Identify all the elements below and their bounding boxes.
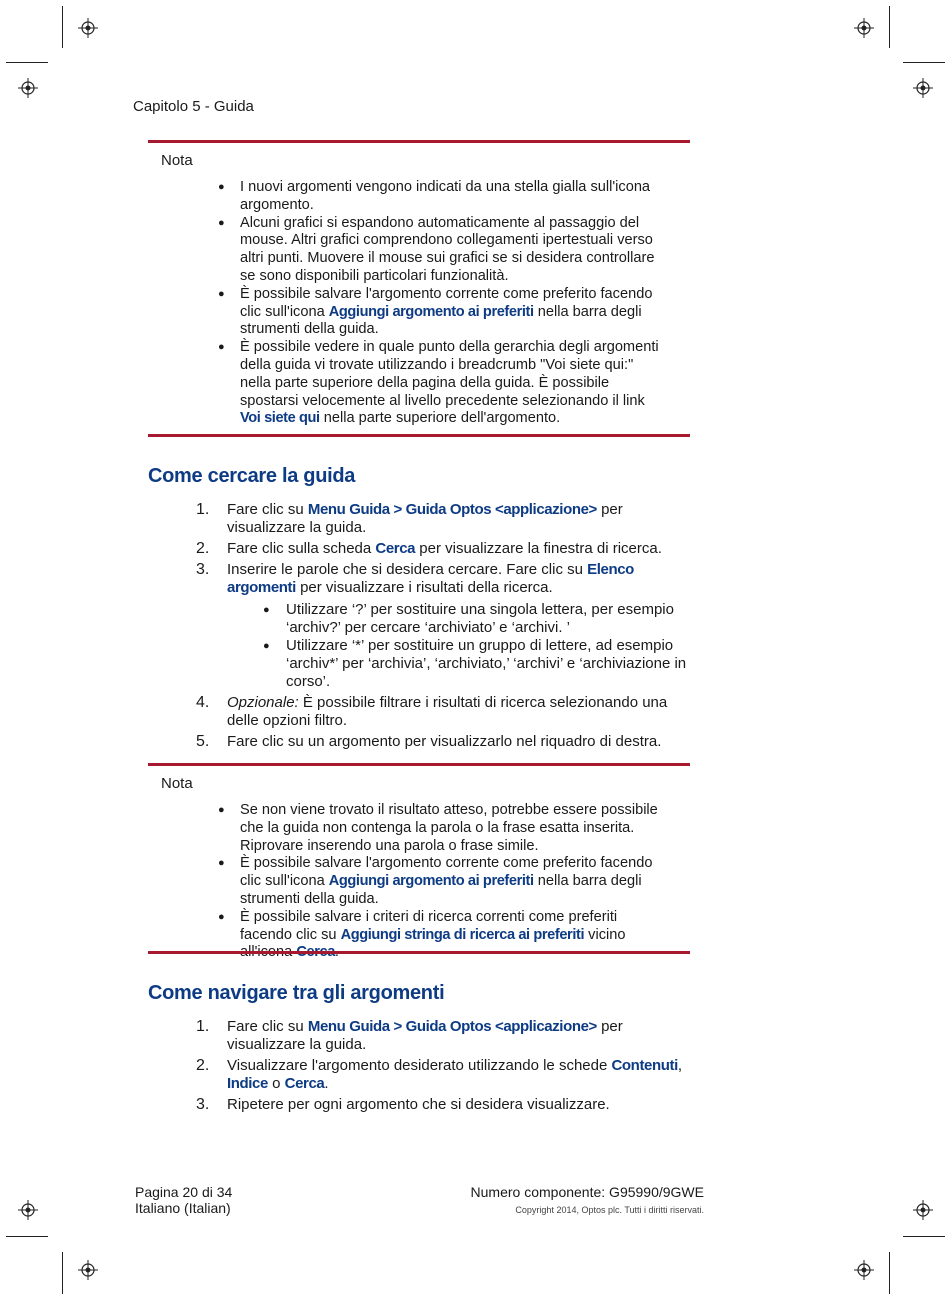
note-top-rule: [148, 763, 690, 766]
note-label: Nota: [161, 152, 193, 169]
steps-list: [196, 501, 696, 754]
list-item: ● È possibile salvare i criteri di ricerca correnti come preferiti facendo clic su Aggiungi stringa di ricerca ai preferiti vicino: [218, 909, 668, 962]
list-item: ● È possibile salvare l'argomento corrente come preferito facendo clic sull'icona Aggiungi argomento ai preferiti nella barra degli strumenti della guida.: [218, 286, 668, 339]
copyright: Copyright 2014, Optos plc. Tutti i diritti riservati.: [515, 1205, 704, 1215]
list-item: ● I nuovi argomenti vengono indicati da una stella gialla sull'icona argomento.: [218, 179, 668, 215]
inline-link[interactable]: Cerca: [375, 540, 416, 557]
language: Italiano (Italian): [135, 1200, 231, 1216]
sub-list: [227, 601, 696, 691]
inline-link[interactable]: Voi siete qui: [240, 410, 320, 427]
registration-mark-icon: [913, 78, 933, 98]
inline-link[interactable]: Contenuti: [611, 1057, 678, 1074]
note-box: [148, 763, 690, 954]
note-bottom-rule: [148, 951, 690, 954]
steps-list: [196, 1018, 696, 1117]
note-bottom-rule: [148, 434, 690, 437]
list-item: ● Utilizzare ‘*’ per sostituire un gruppo di lettere, ad esempio ‘archiv*’ per ‘archivia’, ‘archiviato,’ ‘archivi’ e ‘archiviazione in corso’.: [227, 637, 696, 691]
page-number: Pagina 20 di 34: [135, 1184, 233, 1200]
inline-link[interactable]: Aggiungi stringa di ricerca ai preferiti: [340, 926, 585, 943]
registration-mark-icon: [18, 1200, 38, 1220]
inline-link[interactable]: Menu Guida > Guida Optos <applicazione>: [307, 501, 597, 518]
inline-link[interactable]: Indice: [227, 1075, 268, 1092]
note-label: Nota: [161, 775, 193, 792]
footer-left: [135, 1184, 232, 1216]
list-item: ● Utilizzare ‘?’ per sostituire una singola lettera, per esempio ‘archiv?’ per cercare ‘archiviato’ e ‘archivi. ’: [227, 601, 696, 637]
registration-mark-icon: [78, 18, 98, 38]
section-heading: Come cercare la guida: [148, 465, 356, 487]
chapter-header: Capitolo 5 - Guida: [133, 98, 254, 115]
list-item: 1. Fare clic su Menu Guida > Guida Optos <applicazione> per visualizzare la guida.: [196, 501, 623, 536]
list-item: 4. Opzionale: È possibile filtrare i risultati di ricerca selezionando una delle opzioni filtro.: [196, 694, 668, 729]
inline-link[interactable]: Menu Guida > Guida Optos <applicazione>: [307, 1018, 597, 1035]
inline-link[interactable]: Aggiungi argomento ai preferiti: [328, 873, 534, 890]
part-number: Numero componente: G95990/9GWE: [470, 1184, 704, 1200]
list-item: 3. Inserire le parole che si desidera cercare. Fare clic su Elenco argomenti per visualizzare i risultati della ricerca. ● Utilizzare ‘?’ per sostituire una singola lettera, per esempio ‘archiv?’ per cercare ‘archiviato’ e ‘archivi. ’ ● Utilizzare ‘*’ per sostituire un gruppo di lettere, ad esempio ‘archiv*’ per ‘archivia’, ‘archiviato,’ ‘archivi’ e ‘archiviazione in corso’.: [196, 561, 696, 691]
inline-link[interactable]: Elenco argomenti: [227, 561, 634, 596]
note-list: [218, 802, 668, 962]
list-item: 1. Fare clic su Menu Guida > Guida Optos <applicazione> per visualizzare la guida.: [196, 1018, 623, 1053]
list-item: ● È possibile salvare l'argomento corrente come preferito facendo clic sull'icona Aggiungi argomento ai preferiti nella barra degli strumenti della guida.: [218, 855, 668, 908]
list-item: ● È possibile vedere in quale punto della gerarchia degli argomenti della guida vi trovate utilizzando i breadcrumb "Voi siete qui:" nella parte superiore della pagina della guida. È possibile spostarsi velocemente al livello precedente selezionando il link Voi siete qui nella parte superiore dell'argomento.: [218, 339, 668, 428]
list-item: ● Se non viene trovato il risultato atteso, potrebbe essere possibile che la guida non contenga la parola o la frase esatta inserita. Riprovare inserendo una parola o frase simile.: [218, 802, 668, 855]
inline-link[interactable]: Aggiungi argomento ai preferiti: [328, 303, 534, 320]
registration-mark-icon: [913, 1200, 933, 1220]
list-item: 3. Ripetere per ogni argomento che si desidera visualizzare.: [196, 1096, 610, 1113]
note-top-rule: [148, 140, 690, 143]
note-box: [148, 140, 690, 437]
registration-mark-icon: [18, 78, 38, 98]
inline-link[interactable]: Cerca: [284, 1075, 325, 1092]
registration-mark-icon: [78, 1260, 98, 1280]
list-item: 2. Fare clic sulla scheda Cerca per visualizzare la finestra di ricerca.: [196, 540, 662, 557]
footer-right: [471, 1184, 704, 1218]
note-list: [218, 179, 668, 428]
registration-mark-icon: [854, 1260, 874, 1280]
section-heading: Come navigare tra gli argomenti: [148, 982, 445, 1004]
registration-mark-icon: [854, 18, 874, 38]
list-item: 5. Fare clic su un argomento per visualizzarlo nel riquadro di destra.: [196, 733, 662, 750]
list-item: 2. Visualizzare l'argomento desiderato utilizzando le schede Contenuti, Indice o Cerca.: [196, 1057, 683, 1092]
list-item: ● Alcuni grafici si espandono automaticamente al passaggio del mouse. Altri grafici comprendono collegamenti ipertestuali verso altri punti. Muovere il mouse sui grafici se si desidera controllare se sono disponibili particolari funzionalità.: [218, 215, 668, 286]
